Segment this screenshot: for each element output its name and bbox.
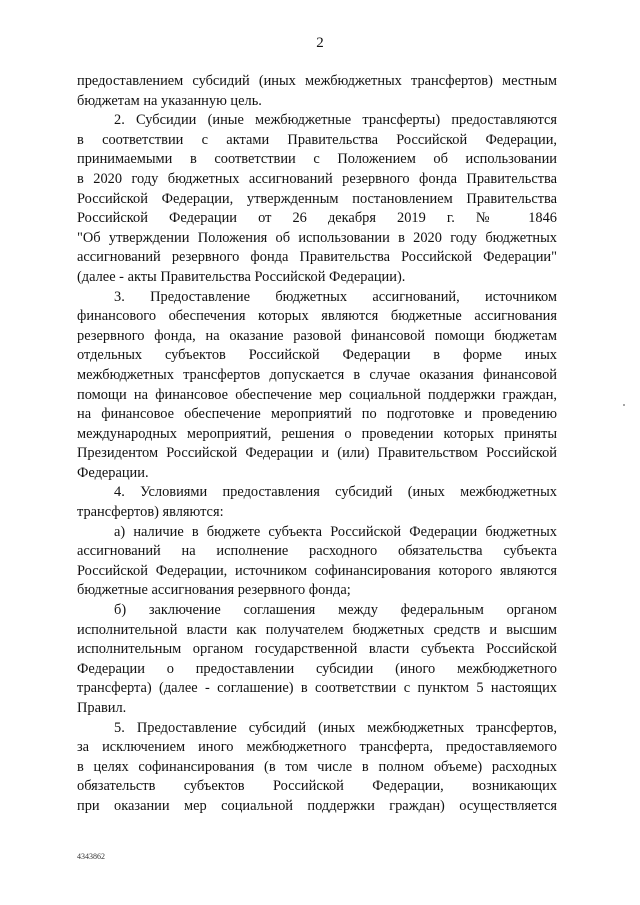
text-line: финансового обеспечения которых являются бюджетные ассигнования (77, 308, 557, 325)
text-line: 3. Предоставление бюджетных ассигнований, источником (114, 288, 557, 305)
text-line: Правил. (77, 700, 127, 716)
text-line: ассигнований на исполнение расходного обязательства субъекта (77, 543, 557, 560)
text-line: Президентом Российской Федерации и (или) Правительством Российской (77, 445, 557, 462)
text-line: в 2020 году бюджетных ассигнований резервного фонда Правительства (77, 170, 557, 187)
text-line: трансфертов) являются: (77, 504, 224, 521)
text-line: межбюджетных трансфертов допускается в случае оказания финансовой (77, 366, 557, 383)
text-line: (далее - акты Правительства Российской Федерации). (77, 268, 406, 285)
text-line: международных мероприятий, решения о проведении которых приняты (77, 425, 557, 442)
document-code: 4343862 (77, 852, 105, 861)
text-line: принимаемыми в соответствии с Положением об использовании (77, 151, 557, 168)
text-line: а) наличие в бюджете субъекта Российской Федерации бюджетных (114, 523, 557, 540)
text-line: резервного фонда, на оказание разовой финансовой помощи бюджетам (77, 327, 557, 344)
text-line: "Об утверждении Положения об использовании в 2020 году бюджетных (77, 229, 557, 246)
text-line: трансферта) (далее - соглашение) в соответствии с пунктом 5 настоящих (77, 680, 557, 697)
text-line: Федерации о предоставлении субсидии (иного межбюджетного (77, 660, 557, 677)
text-line: обязательств субъектов Российской Федерации, возникающих (77, 778, 557, 795)
text-line: на финансовое обеспечение мероприятий по подготовке и проведению (77, 406, 557, 423)
text-line: помощи на финансовое обеспечение мер социальной поддержки граждан, (77, 386, 557, 403)
text-line: б) заключение соглашения между федеральным органом (114, 602, 557, 619)
text-line: Российской Федерации от 26 декабря 2019 г. № 1846 (77, 210, 557, 227)
text-line: в соответствии с актами Правительства Российской Федерации, (77, 131, 557, 148)
text-line: 4. Условиями предоставления субсидий (иных межбюджетных (114, 484, 557, 501)
text-line: исполнительной власти как получателем бюджетных средств и высшим (77, 621, 557, 638)
text-line: отдельных субъектов Российской Федерации в форме иных (77, 347, 557, 364)
text-line: исполнительным органом государственной власти субъекта Российской (77, 641, 557, 658)
text-line: при оказании мер социальной поддержки граждан) осуществляется (77, 797, 557, 814)
text-line: 2. Субсидии (иные межбюджетные трансферты) предоставляются (114, 112, 557, 129)
text-line: ассигнований резервного фонда Правительства Российской Федерации" (77, 249, 557, 266)
text-line: предоставлением субсидий (иных межбюджетных трансфертов) местным (77, 73, 557, 89)
document-body (77, 72, 557, 817)
text-line: 5. Предоставление субсидий (иных межбюджетных трансфертов, (114, 719, 557, 736)
text-line: за исключением иного межбюджетного трансферта, предоставляемого (77, 739, 557, 756)
margin-dot (623, 404, 625, 406)
text-line: бюджетам на указанную цель. (77, 92, 262, 109)
text-line: в целях софинансирования (в том числе в полном объеме) расходных (77, 758, 557, 775)
text-line: Федерации. (77, 464, 149, 481)
text-line: Российской Федерации, источником софинансирования которого являются (77, 562, 557, 579)
text-line: Российской Федерации, утвержденным постановлением Правительства (77, 190, 557, 207)
page-number: 2 (316, 35, 324, 51)
text-line: бюджетные ассигнования резервного фонда; (77, 582, 351, 599)
